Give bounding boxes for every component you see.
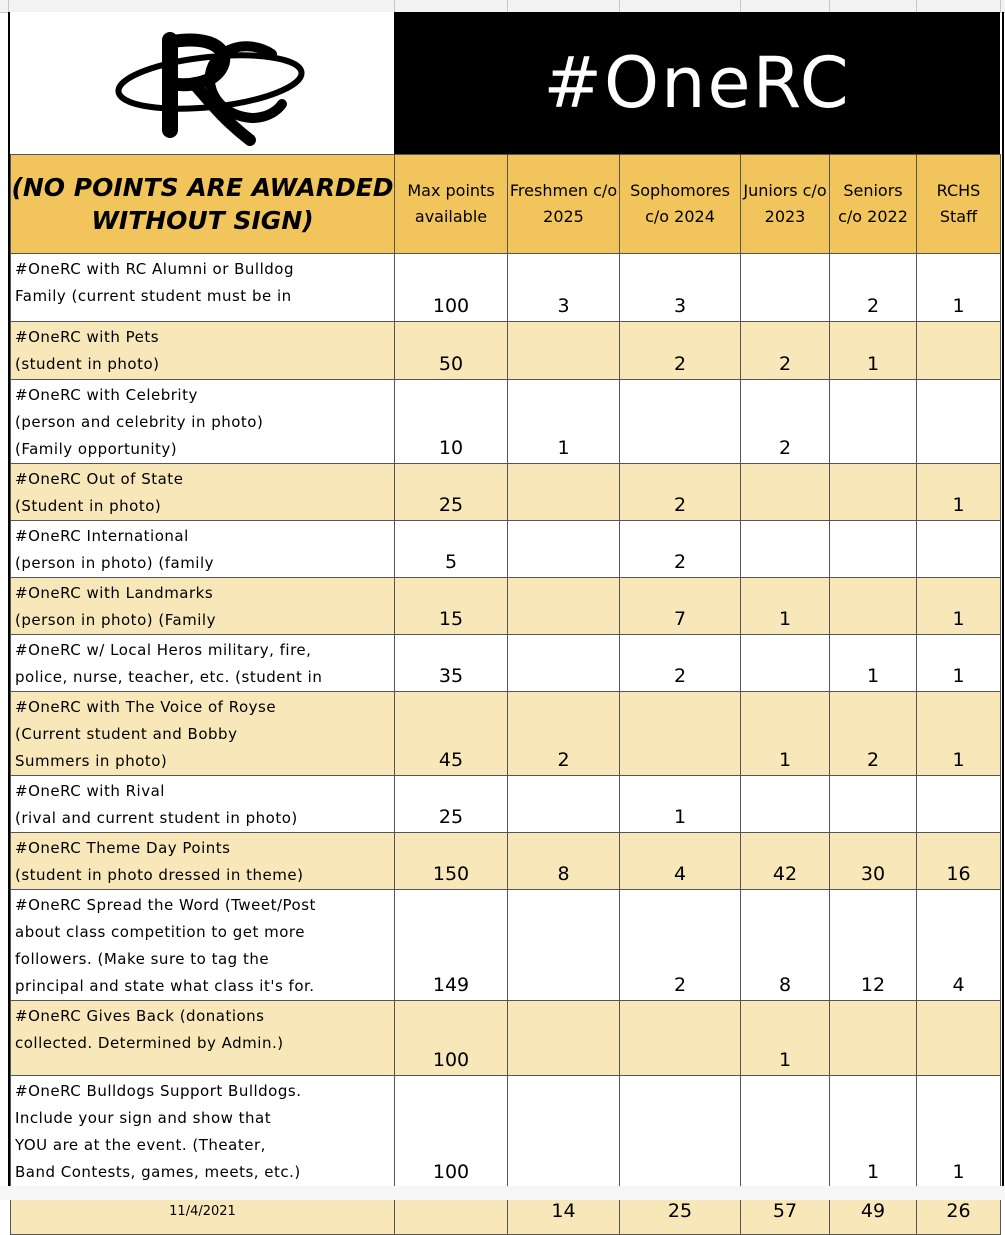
table-row xyxy=(11,635,1001,692)
cell-staff[interactable]: 1 xyxy=(917,692,1001,776)
no-points-note: (NO POINTS ARE AWARDED WITHOUT SIGN) xyxy=(11,155,395,254)
cell-staff[interactable]: 16 xyxy=(917,833,1001,890)
cell-sophomores[interactable]: 3 xyxy=(620,254,741,322)
cell-staff[interactable] xyxy=(917,776,1001,833)
description-line: about class competition to get more xyxy=(15,923,305,941)
activity-description[interactable] xyxy=(11,578,395,635)
totals-date[interactable]: 11/4/2021 xyxy=(11,1188,395,1235)
cell-freshmen[interactable] xyxy=(508,1001,620,1076)
column-header-freshmen: Freshmen c/o 2025 xyxy=(508,155,620,254)
cell-juniors[interactable] xyxy=(741,254,830,322)
cell-staff[interactable]: 1 xyxy=(917,254,1001,322)
cell-max-points[interactable]: 35 xyxy=(395,635,508,692)
table-row xyxy=(11,1076,1001,1188)
cell-sophomores[interactable]: 2 xyxy=(620,635,741,692)
table-row xyxy=(11,521,1001,578)
activity-description[interactable] xyxy=(11,322,395,380)
points-table xyxy=(10,154,1001,1235)
cell-staff[interactable]: 1 xyxy=(917,578,1001,635)
cell-freshmen[interactable]: 2 xyxy=(508,692,620,776)
description-line: #OneRC Gives Back (donations xyxy=(15,1007,265,1025)
cell-staff[interactable]: 1 xyxy=(917,1076,1001,1188)
cell-juniors[interactable] xyxy=(741,464,830,521)
description-line: #OneRC w/ Local Heros military, fire, xyxy=(15,641,312,659)
cell-freshmen[interactable] xyxy=(508,578,620,635)
header-row xyxy=(11,155,1001,254)
cell-staff[interactable] xyxy=(917,322,1001,380)
description-line: (student in photo) xyxy=(15,355,160,373)
total-juniors[interactable]: 57 xyxy=(741,1188,830,1235)
cell-juniors[interactable]: 42 xyxy=(741,833,830,890)
column-header-sophomores: Sophomores c/o 2024 xyxy=(620,155,741,254)
description-line: #OneRC Theme Day Points xyxy=(15,839,231,857)
cell-seniors[interactable]: 12 xyxy=(830,890,917,1001)
activity-description[interactable] xyxy=(11,1001,395,1076)
cell-seniors[interactable]: 1 xyxy=(830,322,917,380)
table-row xyxy=(11,254,1001,322)
cell-freshmen[interactable] xyxy=(508,521,620,578)
column-header-max-points: Max points available xyxy=(395,155,508,254)
activity-description[interactable] xyxy=(11,1076,395,1188)
description-line: #OneRC with Rival xyxy=(15,782,165,800)
description-line: #OneRC with Pets xyxy=(15,328,160,346)
cell-sophomores[interactable] xyxy=(620,692,741,776)
cell-juniors[interactable]: 1 xyxy=(741,692,830,776)
cell-juniors[interactable]: 1 xyxy=(741,578,830,635)
description-line: YOU are at the event. (Theater, xyxy=(15,1136,266,1154)
cell-freshmen[interactable] xyxy=(508,1076,620,1188)
cell-juniors[interactable] xyxy=(741,1076,830,1188)
cell-max-points[interactable]: 10 xyxy=(395,380,508,464)
cell-seniors[interactable] xyxy=(830,1001,917,1076)
activity-description[interactable] xyxy=(11,833,395,890)
cell-freshmen[interactable]: 3 xyxy=(508,254,620,322)
description-line: #OneRC Bulldogs Support Bulldogs. xyxy=(15,1082,302,1100)
cell-seniors[interactable] xyxy=(830,578,917,635)
cell-juniors[interactable] xyxy=(741,776,830,833)
cell-seniors[interactable]: 1 xyxy=(830,635,917,692)
table-row xyxy=(11,322,1001,380)
cell-staff[interactable]: 1 xyxy=(917,635,1001,692)
total-freshmen[interactable]: 14 xyxy=(508,1188,620,1235)
cell-staff[interactable]: 1 xyxy=(917,464,1001,521)
description-line: #OneRC Out of State xyxy=(15,470,184,488)
table-row xyxy=(11,464,1001,521)
description-line: followers. (Make sure to tag the xyxy=(15,950,270,968)
cell-sophomores[interactable] xyxy=(620,1076,741,1188)
activity-description[interactable] xyxy=(11,254,395,322)
table-row xyxy=(11,1001,1001,1076)
cell-sophomores[interactable]: 7 xyxy=(620,578,741,635)
cell-juniors[interactable]: 8 xyxy=(741,890,830,1001)
cell-max-points[interactable]: 45 xyxy=(395,692,508,776)
description-line: police, nurse, teacher, etc. (student in xyxy=(15,668,323,686)
cell-juniors[interactable] xyxy=(741,521,830,578)
sheet-bottom-strip xyxy=(0,1186,1005,1200)
activity-description[interactable] xyxy=(11,692,395,776)
description-line: principal and state what class it's for. xyxy=(15,977,315,995)
description-line: Band Contests, games, meets, etc.) xyxy=(15,1163,301,1181)
activity-description[interactable] xyxy=(11,890,395,1001)
description-line: (Family opportunity) xyxy=(15,440,178,458)
description-line: Family (current student must be in xyxy=(15,287,292,305)
description-line: #OneRC with The Voice of Royse xyxy=(15,698,277,716)
description-line: (person in photo) (family xyxy=(15,554,215,572)
cell-freshmen[interactable] xyxy=(508,635,620,692)
description-line: #OneRC Spread the Word (Tweet/Post xyxy=(15,896,316,914)
cell-staff[interactable] xyxy=(917,380,1001,464)
table-row xyxy=(11,380,1001,464)
cell-max-points[interactable]: 25 xyxy=(395,464,508,521)
cell-freshmen[interactable] xyxy=(508,322,620,380)
activity-description[interactable] xyxy=(11,521,395,578)
description-line: (Student in photo) xyxy=(15,497,162,515)
cell-max-points[interactable]: 100 xyxy=(395,1076,508,1188)
table-row xyxy=(11,692,1001,776)
cell-sophomores[interactable] xyxy=(620,1001,741,1076)
cell-freshmen[interactable] xyxy=(508,890,620,1001)
cell-sophomores[interactable]: 2 xyxy=(620,890,741,1001)
description-line: #OneRC with Landmarks xyxy=(15,584,214,602)
activity-description[interactable] xyxy=(11,776,395,833)
cell-seniors[interactable]: 30 xyxy=(830,833,917,890)
cell-juniors[interactable] xyxy=(741,635,830,692)
cell-seniors[interactable]: 1 xyxy=(830,1076,917,1188)
total-sophomores[interactable]: 25 xyxy=(620,1188,741,1235)
description-line: (Current student and Bobby xyxy=(15,725,238,743)
logo-cell xyxy=(10,12,394,154)
cell-juniors[interactable]: 2 xyxy=(741,322,830,380)
total-staff[interactable]: 26 xyxy=(917,1188,1001,1235)
total-seniors[interactable]: 49 xyxy=(830,1188,917,1235)
activity-description[interactable] xyxy=(11,464,395,521)
cell-seniors[interactable] xyxy=(830,776,917,833)
page-title: #OneRC xyxy=(394,12,1000,154)
table-row xyxy=(11,578,1001,635)
cell-max-points[interactable]: 100 xyxy=(395,254,508,322)
cell-seniors[interactable] xyxy=(830,521,917,578)
rc-logo xyxy=(10,12,394,154)
column-header-juniors: Juniors c/o 2023 xyxy=(741,155,830,254)
cell-max-points[interactable]: 150 xyxy=(395,833,508,890)
cell-sophomores[interactable]: 2 xyxy=(620,521,741,578)
cell-seniors[interactable] xyxy=(830,380,917,464)
cell-max-points[interactable]: 25 xyxy=(395,776,508,833)
cell-sophomores[interactable]: 4 xyxy=(620,833,741,890)
activity-description[interactable] xyxy=(11,380,395,464)
cell-seniors[interactable]: 2 xyxy=(830,254,917,322)
cell-sophomores[interactable]: 2 xyxy=(620,322,741,380)
description-line: #OneRC with Celebrity xyxy=(15,386,198,404)
cell-sophomores[interactable]: 1 xyxy=(620,776,741,833)
cell-freshmen[interactable]: 1 xyxy=(508,380,620,464)
description-line: (student in photo dressed in theme) xyxy=(15,866,304,884)
cell-max-points[interactable]: 149 xyxy=(395,890,508,1001)
cell-staff[interactable] xyxy=(917,521,1001,578)
column-header-seniors: Seniors c/o 2022 xyxy=(830,155,917,254)
cell-sophomores[interactable] xyxy=(620,380,741,464)
description-line: #OneRC with RC Alumni or Bulldog xyxy=(15,260,294,278)
description-line: Summers in photo) xyxy=(15,752,168,770)
description-line: #OneRC International xyxy=(15,527,189,545)
cell-max-points[interactable]: 5 xyxy=(395,521,508,578)
description-line: (rival and current student in photo) xyxy=(15,809,298,827)
cell-freshmen[interactable] xyxy=(508,464,620,521)
cell-freshmen[interactable]: 8 xyxy=(508,833,620,890)
cell-max-points[interactable]: 100 xyxy=(395,1001,508,1076)
description-line: (person and celebrity in photo) xyxy=(15,413,264,431)
cell-max-points[interactable]: 15 xyxy=(395,578,508,635)
cell-seniors[interactable] xyxy=(830,464,917,521)
cell-max-points[interactable]: 50 xyxy=(395,322,508,380)
cell-sophomores[interactable]: 2 xyxy=(620,464,741,521)
cell-staff[interactable] xyxy=(917,1001,1001,1076)
table-row xyxy=(11,890,1001,1001)
cell-juniors[interactable]: 2 xyxy=(741,380,830,464)
activity-description[interactable] xyxy=(11,635,395,692)
cell-juniors[interactable]: 1 xyxy=(741,1001,830,1076)
cell-staff[interactable]: 4 xyxy=(917,890,1001,1001)
cell-freshmen[interactable] xyxy=(508,776,620,833)
description-line: Include your sign and show that xyxy=(15,1109,272,1127)
table-row xyxy=(11,776,1001,833)
description-line: (person in photo) (Family xyxy=(15,611,216,629)
table-row xyxy=(11,833,1001,890)
description-line: collected. Determined by Admin.) xyxy=(15,1034,284,1052)
column-header-staff: RCHS Staff xyxy=(917,155,1001,254)
cell-seniors[interactable]: 2 xyxy=(830,692,917,776)
